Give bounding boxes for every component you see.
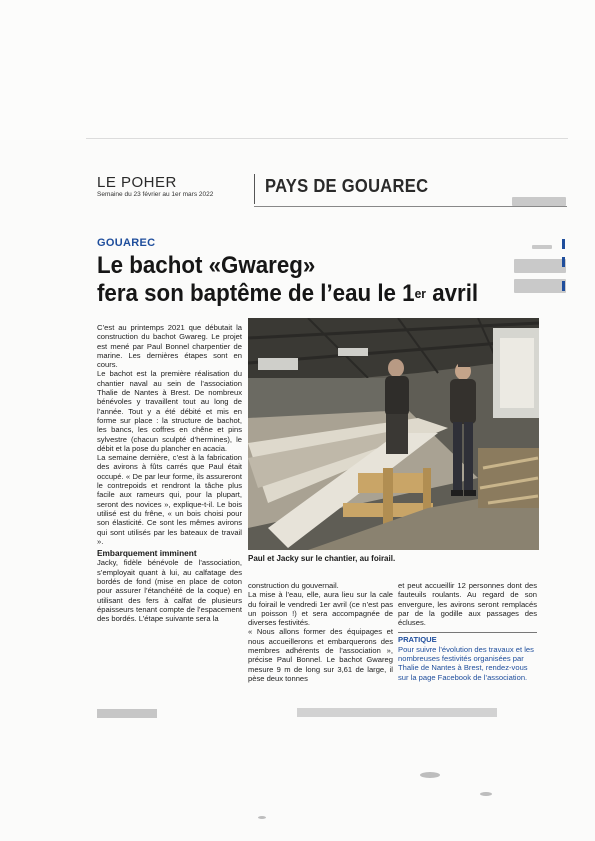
- subheading: Embarquement imminent: [97, 548, 197, 559]
- section-title: PAYS DE GOUAREC: [265, 176, 429, 196]
- publication-name: LE POHER: [97, 174, 177, 191]
- article-headline: [97, 252, 506, 308]
- headline-line-2: fera son baptême de l’eau le 1er avril: [97, 280, 479, 307]
- adjacent-article-bleed: [510, 189, 568, 309]
- paragraph: et peut accueillir 12 personnes dont des fauteuils roulants. Au regard de son envergure, les avirons seront remplacés par de la godille aux passages des écluses.: [398, 581, 537, 628]
- practical-info-text: Pour suivre l’évolution des travaux et les nombreuses festivités organisées par Thalie de Nantes à Brest, rendez-vous sur la page Facebook de l’association.: [398, 644, 534, 682]
- newspaper-header: [97, 174, 567, 210]
- paragraph: Jacky, fidèle bénévole de l’association, s’employait quant à lui, au calfatage des bordés de fond (mise en place de coton pour assurer l’étanchéité de la coque) en utilisant des fers à calfat de plusieurs épaisseurs tenant compte de l’espacement des bordés. L’étape suivante sera la: [97, 558, 242, 624]
- article-column-2: [248, 581, 393, 683]
- article-column-1: [97, 323, 242, 703]
- paragraph: La mise à l’eau, elle, aura lieu sur la cale du foirail le vendredi 1er avril (ce n’est pas un poisson !) et sera accompagnée de diverses festivités.: [248, 590, 393, 628]
- scan-speck: [420, 772, 440, 778]
- scan-speck: [258, 816, 266, 819]
- paragraph: construction du gouvernail.: [248, 581, 339, 590]
- practical-info-title: PRATIQUE: [398, 632, 537, 644]
- boatyard-photo: [248, 318, 539, 550]
- paragraph: « Nous allons former des équipages et nous accueillerons et embarquerons des membres adhérents de l’association », précise Paul Bonnel. Le bachot Gwareg mesure 9 m de long sur 3,61 de large, il pèse deux tonnes: [248, 627, 393, 683]
- paragraph: Le bachot est la première réalisation du chantier naval au sein de l’association Thalie de Nantes à Brest. De nombreux bénévoles y travaillent tout au long de l’année. Tout y a été débité et mis en forme sur place : la structure de bachot, les bancs, les coffres en chêne et pins sylvestre (chacun sculpté d’hermines), le débit et la pose du plancher en acacia.: [97, 369, 242, 453]
- paragraph: C’est au printemps 2021 que débutait la construction du bachot Gwareg. Le projet est mené par Paul Bonnel charpentier de marine. Les dernières étapes sont en cours.: [97, 323, 242, 370]
- boatyard-photo-illustration: [248, 318, 539, 550]
- next-article-bleed: [97, 706, 567, 720]
- publication-week: Semaine du 23 février au 1er mars 2022: [97, 191, 214, 198]
- photo-caption: Paul et Jacky sur le chantier, au foirail.: [248, 554, 396, 563]
- scan-background: [0, 0, 595, 140]
- header-divider: [254, 174, 255, 204]
- headline-line-1: Le bachot «Gwareg»: [97, 252, 316, 279]
- article-kicker: GOUAREC: [97, 237, 156, 249]
- article-column-3: [398, 581, 537, 682]
- paragraph: La semaine dernière, c’est à la fabrication des avirons à fûts carrés que Paul était occupé. « De par leur forme, ils assureront le contrepoids et rendront la tâche plus facile aux rameurs qui, pour la plupart, seront des novices », explique-t-il. Le bois utilisé est du frêne, « un bois choisi pour son élasticité. Ce sont les mêmes avirons qui sont utilisés par les bateaux de travail ».: [97, 453, 242, 546]
- scan-speck: [480, 792, 492, 796]
- clipping-top-edge: [86, 138, 568, 139]
